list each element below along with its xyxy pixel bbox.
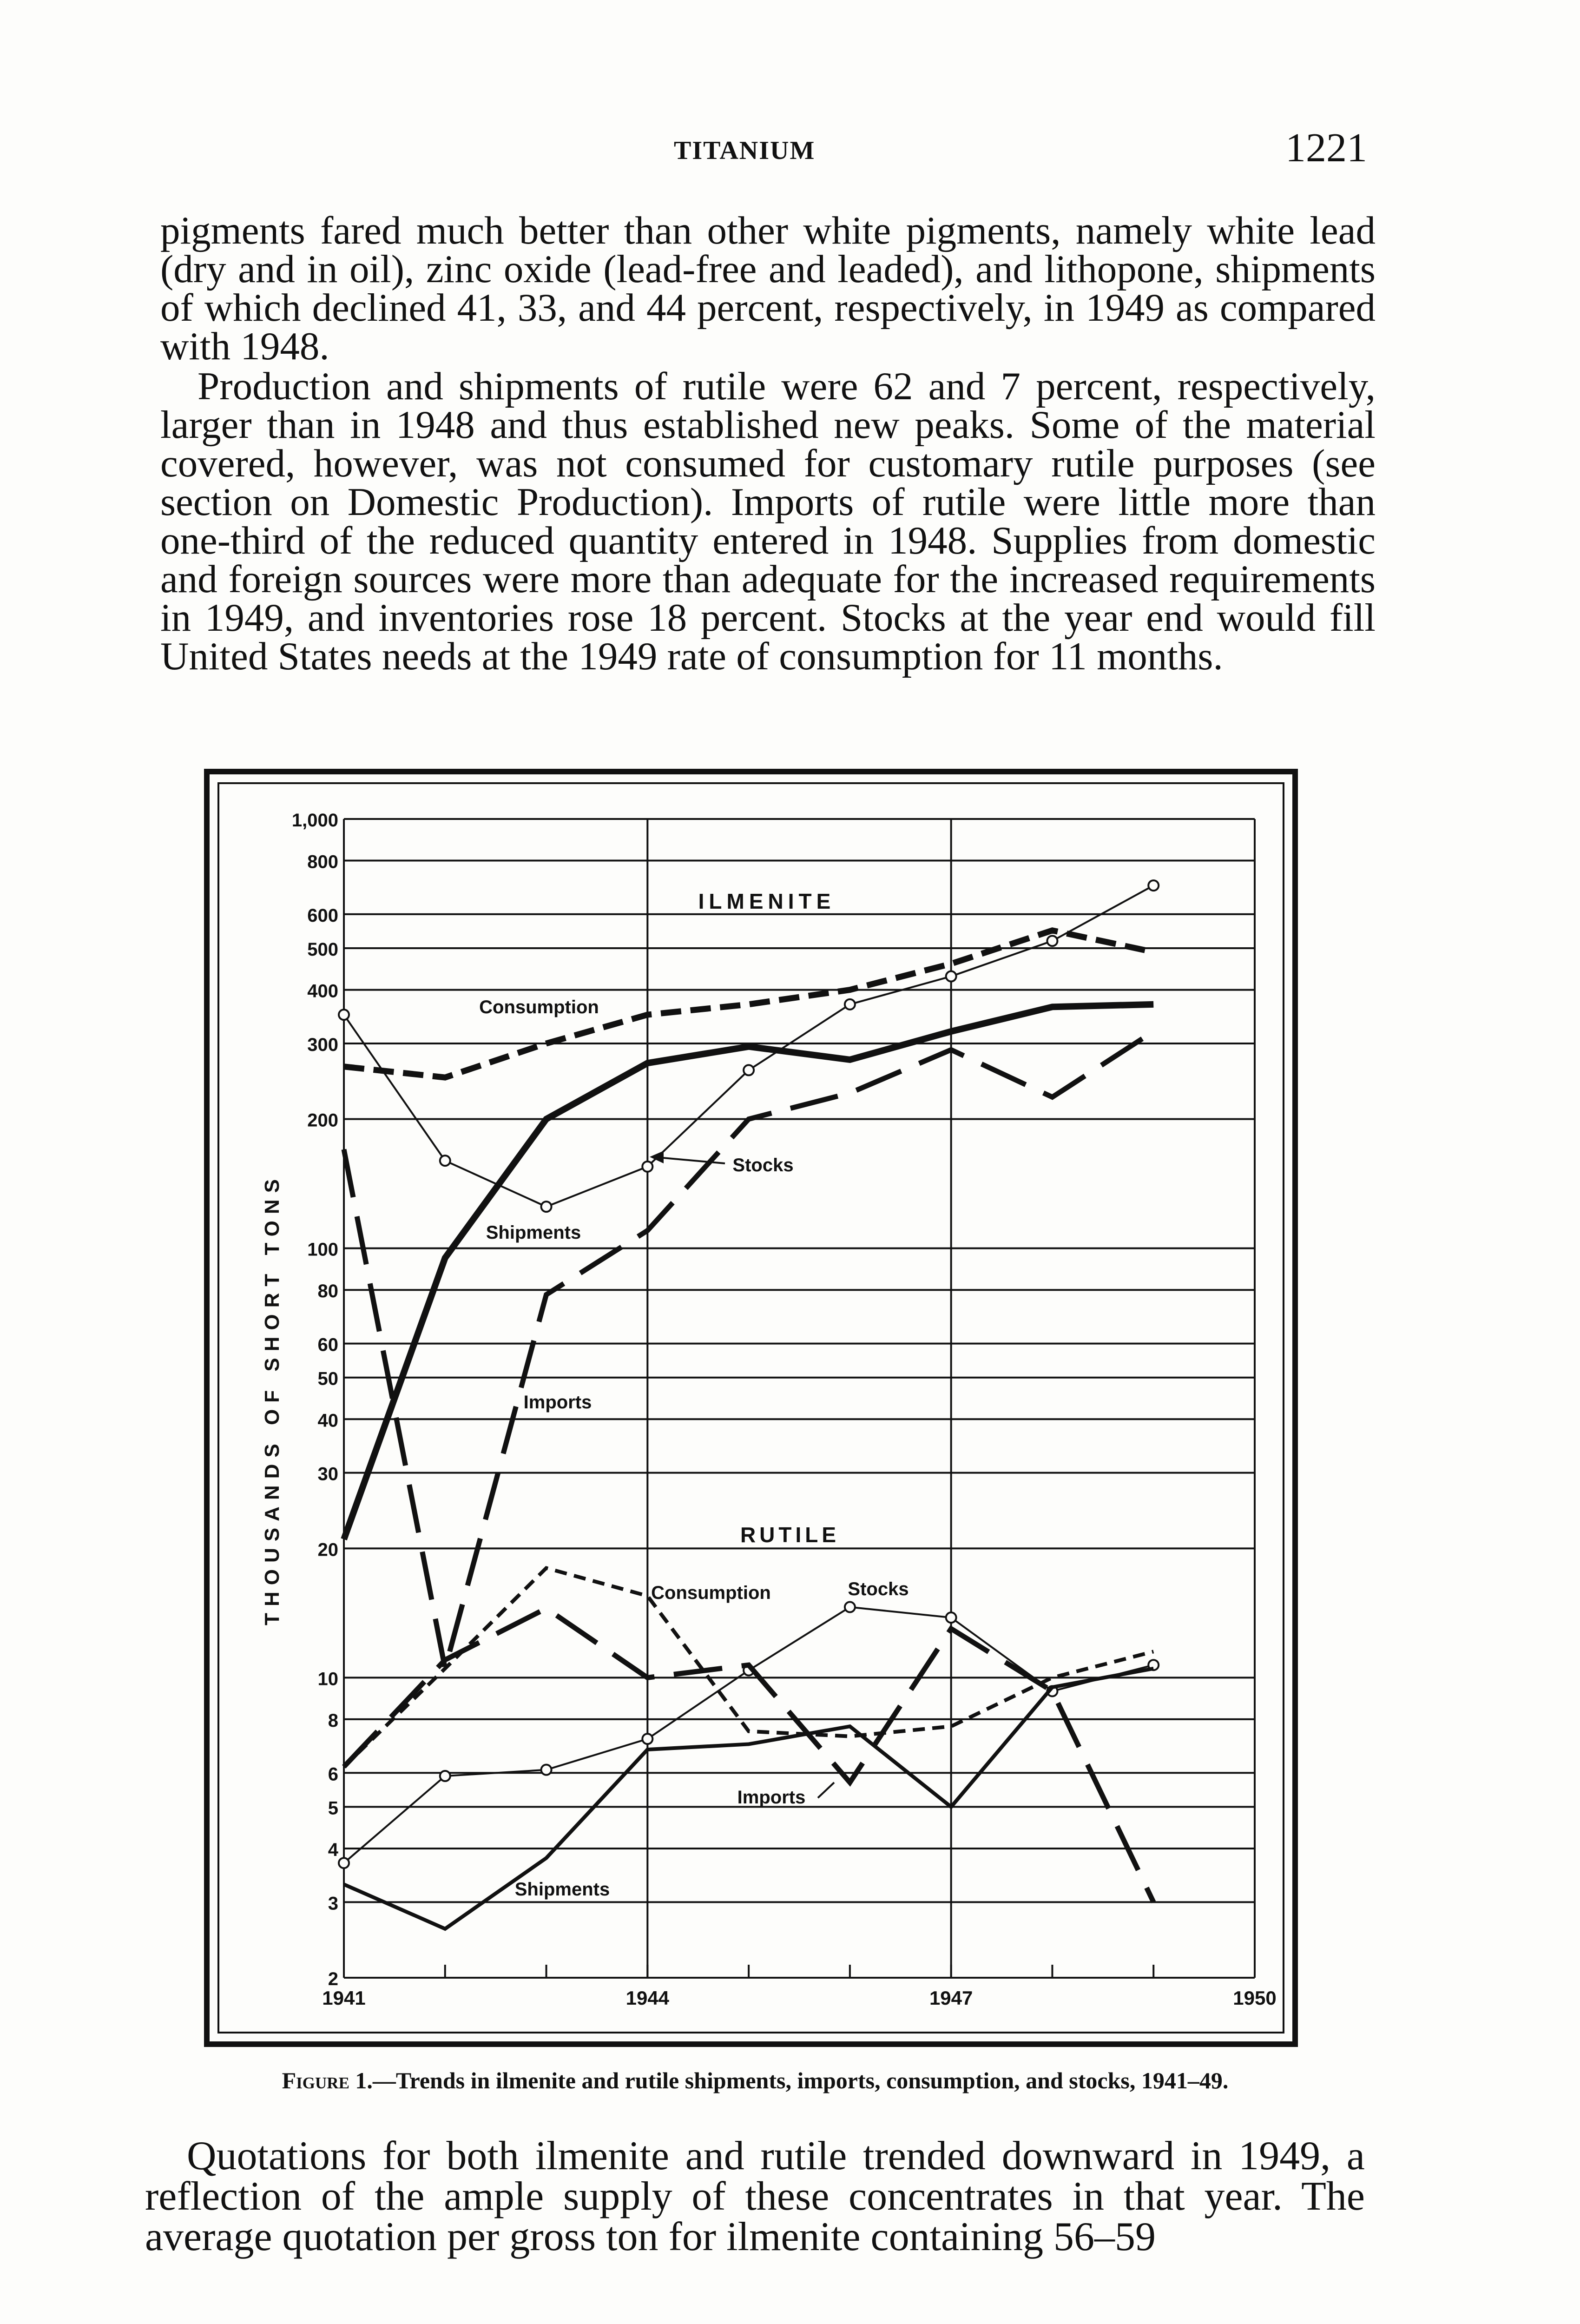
y-tick-label: 600 bbox=[307, 905, 338, 926]
y-tick-label: 2 bbox=[328, 1969, 338, 1989]
y-tick-labels bbox=[292, 810, 339, 1989]
y-tick-label: 6 bbox=[328, 1764, 338, 1785]
x-tick-label: 1944 bbox=[625, 1987, 670, 2009]
label-rutile-shipments: Shipments bbox=[514, 1879, 610, 1900]
paragraph-2: Production and shipments of rutile were 62 and 7 percent, respectively, larger than in 1948 and thus established new peaks. Some of the material covered, however, was not consumed for customary rutile purposes (see section on Domestic Production). Imports of rutile were little more than one-third of the reduced quantity entered in 1948. Supplies from domestic and foreign sources were more than adequate for the increased requirements in 1949, and inventories rose 18 percent. Stocks at the year end would fill United States needs at the 1949 rate of consumption for 11 months. bbox=[160, 364, 1376, 678]
data-point-rutile-stocks bbox=[541, 1765, 552, 1775]
chart-annotations bbox=[261, 889, 909, 1900]
x-tick-label: 1950 bbox=[1233, 1987, 1277, 2009]
y-tick-label: 50 bbox=[317, 1368, 338, 1389]
x-tick-label: 1941 bbox=[322, 1987, 366, 2009]
x-tick-labels bbox=[322, 1987, 1276, 2009]
data-point-rutile-stocks bbox=[642, 1734, 652, 1744]
x-tick-label: 1947 bbox=[929, 1987, 973, 2009]
series-line-ilmenite-consumption bbox=[344, 931, 1153, 1077]
data-point-rutile-stocks bbox=[946, 1612, 956, 1623]
data-point-ilmenite-stocks bbox=[744, 1065, 754, 1075]
y-tick-label: 800 bbox=[307, 852, 338, 872]
data-point-ilmenite-stocks bbox=[1148, 880, 1159, 891]
y-tick-label: 100 bbox=[307, 1239, 338, 1260]
y-tick-label: 10 bbox=[317, 1669, 338, 1690]
group-label-rutile: RUTILE bbox=[740, 1523, 840, 1547]
data-point-ilmenite-stocks bbox=[440, 1155, 450, 1166]
series-line-rutile-stocks bbox=[344, 1607, 1153, 1863]
y-tick-label: 3 bbox=[328, 1893, 338, 1914]
y-tick-label: 4 bbox=[328, 1839, 338, 1860]
y-tick-label: 40 bbox=[317, 1410, 338, 1431]
y-tick-label: 300 bbox=[307, 1034, 338, 1055]
group-label-ilmenite: ILMENITE bbox=[698, 889, 836, 913]
y-tick-label: 80 bbox=[317, 1281, 338, 1302]
label-ilmenite-shipments: Shipments bbox=[486, 1222, 581, 1243]
data-point-ilmenite-stocks bbox=[642, 1162, 652, 1172]
y-tick-label: 8 bbox=[328, 1710, 338, 1731]
data-point-ilmenite-stocks bbox=[845, 999, 855, 1010]
data-point-rutile-stocks bbox=[440, 1771, 450, 1781]
figure-caption-text: —Trends in ilmenite and rutile shipments, imports, consumption, and stocks, 1941–49. bbox=[372, 2067, 1229, 2093]
running-title: TITANIUM bbox=[674, 136, 816, 165]
y-tick-label: 1,000 bbox=[291, 810, 338, 831]
label-ilmenite-imports: Imports bbox=[523, 1392, 592, 1413]
page-number: 1221 bbox=[1285, 125, 1367, 171]
label-rutile-consumption: Consumption bbox=[651, 1583, 771, 1603]
figure-caption bbox=[144, 2068, 1366, 2093]
data-point-rutile-stocks bbox=[845, 1602, 855, 1612]
y-tick-label: 500 bbox=[307, 939, 338, 960]
paragraph-1: pigments fared much better than other white pigments, namely white lead (dry and in oil), zinc oxide (lead-free and leaded), and lithopone, shipments of which declined 41, 33, and 44 percent, respectively, in 1949 as compared with 1948. bbox=[160, 209, 1376, 368]
data-point-rutile-stocks bbox=[339, 1858, 349, 1868]
y-tick-label: 30 bbox=[317, 1464, 338, 1485]
paragraph-3: Quotations for both ilmenite and rutile trended downward in 1949, a reflection of the ample supply of these concentrates in that year. The average quotation per gross ton for ilmenite containing 56–59 bbox=[145, 2133, 1365, 2259]
y-tick-label: 400 bbox=[307, 981, 338, 1002]
y-tick-label: 20 bbox=[317, 1539, 338, 1560]
label-ilmenite-stocks: Stocks bbox=[732, 1155, 794, 1175]
y-tick-label: 60 bbox=[317, 1334, 338, 1355]
data-point-ilmenite-stocks bbox=[339, 1010, 349, 1020]
figure-caption-lead: Figure 1. bbox=[282, 2067, 373, 2093]
label-ilmenite-consumption: Consumption bbox=[479, 997, 599, 1017]
data-point-ilmenite-stocks bbox=[541, 1202, 552, 1212]
data-point-ilmenite-stocks bbox=[1047, 936, 1057, 946]
chart-series bbox=[339, 880, 1159, 1929]
series-line-rutile-imports bbox=[344, 1608, 1153, 1902]
leader-line-rutile-imports bbox=[818, 1783, 834, 1798]
y-axis-label: THOUSANDS OF SHORT TONS bbox=[261, 1173, 283, 1625]
label-rutile-imports: Imports bbox=[737, 1787, 806, 1808]
series-line-ilmenite-imports bbox=[344, 1031, 1153, 1669]
y-tick-label: 5 bbox=[328, 1798, 338, 1819]
series-line-ilmenite-shipments bbox=[344, 1004, 1153, 1539]
label-rutile-stocks: Stocks bbox=[848, 1579, 909, 1599]
y-tick-label: 200 bbox=[307, 1110, 338, 1131]
data-point-ilmenite-stocks bbox=[946, 971, 956, 982]
